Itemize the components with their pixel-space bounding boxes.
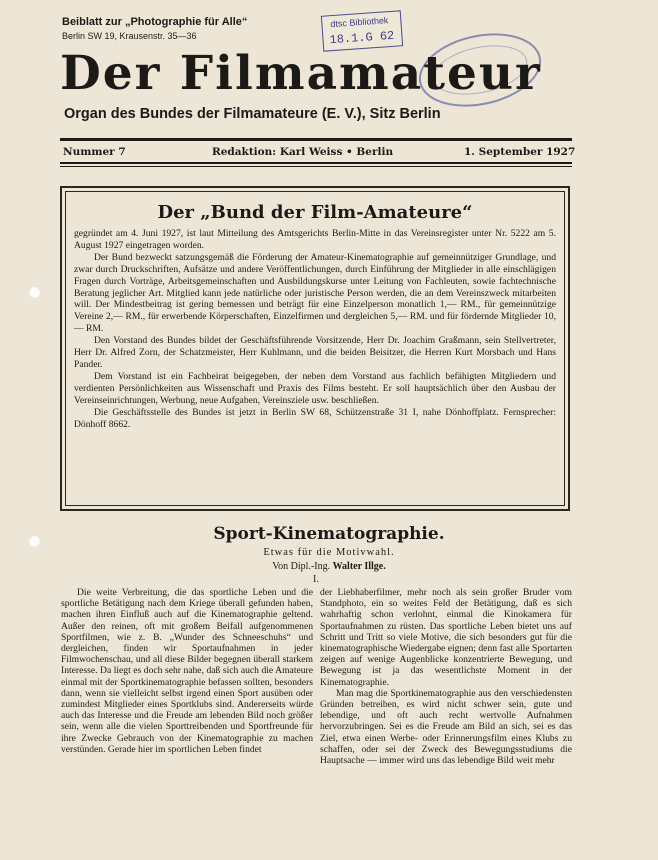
publisher-address: Berlin SW 19, Krausenstr. 35—36	[62, 31, 197, 41]
notice-paragraph: Den Vorstand des Bundes bildet der Geschäftsführende Vorsitzende, Herr Dr. Joachim Graßmann, sein Stellvertreter, Herr Dr. Alfred Zorn, der Schatzmeister, Herr Kuhlmann, und die beiden Beisitzer, die Herren Kurt Morsbach und Hans Pander.	[74, 335, 556, 370]
notice-paragraph: Dem Vorstand ist ein Fachbeirat beigegeben, der neben dem Vorstand aus fachlich befähigten Mitgliedern und verdienten Persönlichkeiten aus Wissenschaft und Praxis des Films besteht. Er soll hauptsächlich über den Ausbau der Vereinseinrichtungen, Werbung, neue Aufgaben, Vereinsziele usw. beschließen.	[74, 370, 556, 406]
article-column-left	[61, 587, 313, 755]
punch-hole	[28, 286, 41, 299]
library-stamp-line2: 18.1.G 62	[329, 28, 395, 48]
punch-hole	[28, 535, 41, 548]
organ-subtitle: Organ des Bundes der Filmamateure (E. V.), Sitz Berlin	[64, 106, 441, 122]
notice-body	[74, 228, 556, 430]
article-subtitle: Etwas für die Motivwahl.	[263, 547, 395, 558]
info-rule	[60, 162, 572, 164]
supplement-line: Beiblatt zur „Photographie für Alle“	[62, 16, 248, 28]
masthead-title: Der Filmamateur	[60, 46, 542, 101]
article-paragraph: Die weite Verbreitung, die das sportliche Leben und die sportliche Betätigung nach dem Kriege überall gefunden haben, machen ihren Einfluß auch auf die Kinematographie geltend. Außer den reinen, oft mit großem Beifall aufgenommenen Sportfilmen, wie z. B. „Wunder des Schneeschuhs“ und dergleichen, finden wir Sportaufnahmen in jeder Filmwochenschau, und all diese Bilder begegnen überall starkem Interesse. Da liegt es doch sehr nahe, daß sich auch die Amateure einmal mit der Sportkinematographie befassen sollten, besonders dann, wenn sie vielleicht selbst irgend einen Sport ausüben oder zumindest Mitglieder eines Sportklubs sind. Andererseits würde auch das Interesse und die Freude am lebenden Bild noch größer sein, wenn alle die vielen Sporttreibenden und Sportfreunde für ihre Zwecke Gebrauch von der Kinematographie zu machen verstünden. Gerade hier im sportlichen Leben findet	[61, 587, 313, 755]
notice-box	[60, 186, 570, 511]
issue-number: Nummer 7	[63, 146, 126, 158]
author-name: Walter Illge.	[332, 561, 386, 572]
article-byline	[0, 561, 658, 572]
notice-title: Der „Bund der Film-Amateure“	[157, 202, 473, 223]
article-paragraph: der Liebhaberfilmer, mehr noch als sein großer Bruder vom Standphoto, ein so weites Feld der Betätigung, daß es sich wahrhaftig schon verlohnt, einmal die Kinokamera für Sportaufnahmen zu rüsten. Das sportliche Leben bietet uns auf Schritt und Tritt so viele Motive, die sich besonders gut für die kinematographische Wiedergabe eignen; denn fast alle Sportarten zeigen auf wenige Augenblicke konzentrierte Bewegung, und Bewegung ist ja das wesentlichste Moment in der Kinematographie.	[320, 587, 572, 688]
issue-date: 1. September 1927	[464, 146, 576, 158]
article-title: Sport-Kinematographie.	[213, 524, 445, 544]
library-stamp-line1: dtsc Bibliothek	[330, 15, 389, 30]
notice-paragraph: Die Geschäftsstelle des Bundes ist jetzt in Berlin SW 68, Schützenstraße 31 I, nahe Dönhoffplatz. Fernsprecher: Dönhoff 8662.	[74, 406, 556, 430]
info-rule-thin	[60, 166, 572, 167]
notice-paragraph: gegründet am 4. Juni 1927, ist laut Mitteilung des Amtsgerichts Berlin-Mitte in das Vereinsregister unter Nr. 5222 am 5. August 1927 eingetragen worden.	[74, 228, 556, 251]
notice-paragraph: Der Bund bezweckt satzungsgemäß die Förderung der Amateur-Kinematographie auf gemeinnütziger Grundlage, und zwar durch Druckschriften, Aufsätze und andere Veröffentlichungen, durch Einführung der Mitglieder in alle einschlägigen Fragen durch Vorträge, Arbeitsgemeinschaften und Ausbildungskurse unter Leitung von Fachleuten, sowie fachtechnische Beratung jeglicher Art. Mitglied kann jede natürliche oder juristische Person werden, die an dem Vereinszweck mitarbeiten will. Der Mindestbeitrag ist gering bemessen und beträgt für eine Einzelperson monatlich 1,— RM., für gemeinnützige Vereine 2,— RM., für erwerbende Körperschaften, Einzelfirmen und dergleichen 5,— RM. und für fördernde Mitglieder 10,— RM.	[74, 251, 556, 335]
editor-line: Redaktion: Karl Weiss • Berlin	[212, 146, 394, 158]
article-column-right	[320, 587, 572, 766]
article-paragraph: Man mag die Sportkinematographie aus den verschiedensten Gründen betreiben, es wird nicht schwer sein, gute und lebendige, und oft auch recht wertvolle Aufnahmen hervorzubringen. Sei es die Freude am Bild an sich, sei es das Ziel, etwa einen Werbe- oder Erinnerungsfilm eines Klubs zu schaffen, oder sei der Zweck des Bewegungsstudiums die Hauptsache — immer wird uns das lebendige Bild weit mehr	[320, 687, 572, 767]
section-number: I.	[313, 574, 319, 585]
byline-prefix: Von Dipl.-Ing.	[272, 561, 331, 572]
masthead-rule	[60, 138, 572, 141]
